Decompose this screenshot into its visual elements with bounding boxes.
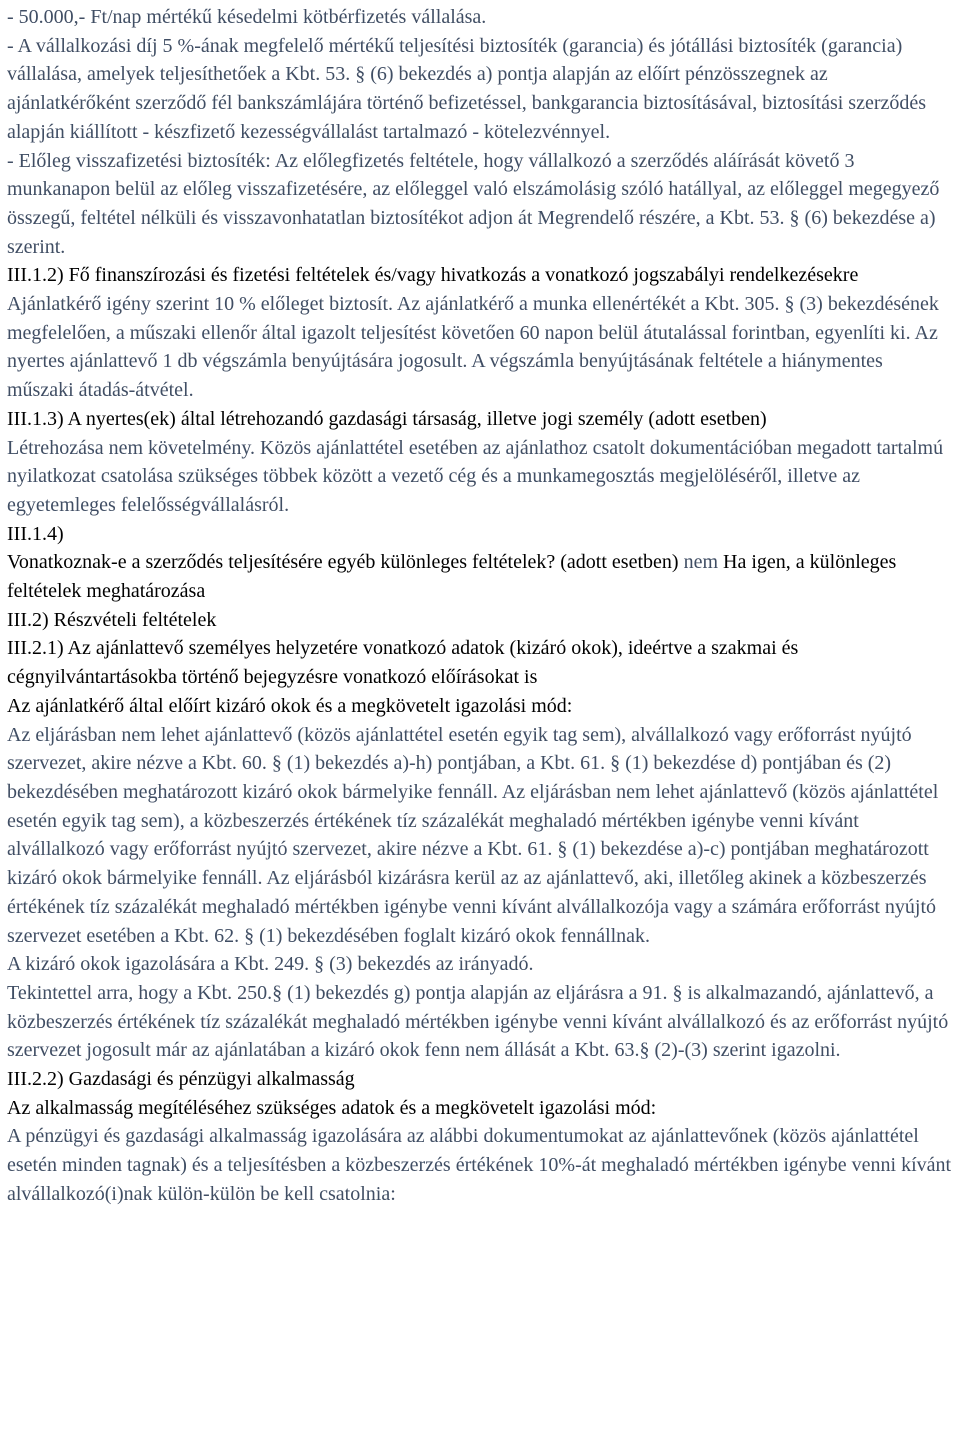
advance-guarantee-paragraph: - Előleg visszafizetési biztosíték: Az előlegfizetés feltétele, hogy vállalkozó a szerződés aláírását követő 3 munkanapon belül az előleg visszafizetésére, az előleggel való elszámolásig szóló hatállyal, az előleggel megegyező összegű, feltétel nélküli és visszavonhatatlan biztosítékot adjon át Megrendelő részére, a Kbt. 53. § (6) bekezdése a) szerint. [7,149,940,258]
financial-suitability-paragraph: A pénzügyi és gazdasági alkalmasság igazolására az alábbi dokumentumokat az ajánlattevőnek (közös ajánlattétel esetén minden tagnak) és a teljesítésben a közbeszerzés értékének 10%-át meghaladó mértékben igénybe venni kívánt alvállalkozó(i)nak külön-külön be kell csatolnia: [7,1125,952,1205]
special-conditions-answer: nem [683,551,718,574]
section-heading-iii-2-1: III.2.1) Az ajánlattevő személyes helyzetére vonatkozó adatok (kizáró okok), ideértve a szakmai és cégnyilvántartásokba történő bejegyzésre vonatkozó előírásokat is [7,637,799,689]
penalty-line: - 50.000,- Ft/nap mértékű késedelmi kötbérfizetés vállalása. [7,6,487,28]
exclusion-grounds-label: Az ajánlatkérő által előírt kizáró okok és a megkövetelt igazolási mód: [7,694,573,717]
suitability-label: Az alkalmasság megítéléséhez szükséges adatok és a megkövetelt igazolási mód: [7,1096,657,1119]
exclusion-grounds-paragraph: Az eljárásban nem lehet ajánlattevő (közös ajánlattétel esetén egyik tag sem), alvállalkozó vagy erőforrást nyújtó szervezet, akire nézve a Kbt. 60. § (1) bekezdés a)-h) pontjában, a Kbt. 61. § (1) bekezdése d) pontjában és (2) bekezdésében meghatározott kizáró okok bármelyike fennáll. Az eljárásban nem lehet ajánlattevő (közös ajánlattétel esetén egyik tag sem), a közbeszerzés értékének tíz százalékát meghaladó mértékben igénybe venni kívánt alvállalkozó vagy erőforrást nyújtó szervezet, akire nézve a Kbt. 61. § (1) bekezdése a)-c) pontjában meghatározott kizáró okok bármelyike fennáll. Az eljárásból kizárásra kerül az az ajánlattevő, aki, illetőleg akinek a közbeszerzés értékének tíz százalékát meghaladó mértékben igénybe venni kívánt alvállalkozója vagy a számára erőforrást nyújtó szervezet esetében a Kbt. 62. § (1) bekezdésében foglalt kizáró okok fennállnak. [7,723,939,947]
exclusion-proof-line: A kizáró okok igazolására a Kbt. 249. § (3) bekezdés az irányadó. [7,953,534,976]
document-page [7,3,952,1209]
section-heading-iii-1-3: III.1.3) A nyertes(ek) által létrehozandó gazdasági társaság, illetve jogi személy (adott esetben) [7,407,767,430]
section-heading-iii-1-4: III.1.4) [7,522,64,545]
special-conditions-question [7,548,952,605]
section-heading-iii-2-2: III.2.2) Gazdasági és pénzügyi alkalmasság [7,1068,355,1091]
section-heading-iii-2: III.2) Részvételi feltételek [7,608,217,631]
exclusion-proof-paragraph: Tekintettel arra, hogy a Kbt. 250.§ (1) bekezdés g) pontja alapján az eljárásra a 91. § is alkalmazandó, ajánlattevő, a közbeszerzés értékének tíz százalékát meghaladó mértékben igénybe venni kívánt alvállalkozó és az erőforrást nyújtó szervezet jogosult már az ajánlatában a kizáró okok fenn nem állását a Kbt. 63.§ (2)-(3) szerint igazolni. [7,981,949,1062]
performance-guarantee-paragraph: - A vállalkozási díj 5 %-ának megfelelő mértékű teljesítési biztosíték (garancia) és jótállási biztosíték (garancia) vállalása, amelyek teljesíthetőek a Kbt. 53. § (6) bekezdés a) pontja alapján az előírt pénzösszegnek az ajánlatkérőként szerződő fél bankszámlájára történő befizetéssel, bankgarancia biztosításával, biztosítási szerződés alapján kiállított - készfizető kezességvállalást tartalmazó - kötelezvénnyel. [7,34,927,143]
special-conditions-suffix: Ha igen, a különleges feltételek meghatározása [7,551,897,603]
payment-terms-paragraph: Ajánlatkérő igény szerint 10 % előleget biztosít. Az ajánlatkérő a munka ellenértékét a Kbt. 305. § (3) bekezdésének megfelelően, a műszaki ellenőr által igazolt teljesítést követően 60 napon belül átutalással forintban, egyenlíti ki. Az nyertes ajánlattevő 1 db végszámla benyújtására jogosult. A végszámla benyújtásának feltétele a hiánymentes műszaki átadás-átvétel. [7,293,939,402]
joint-venture-paragraph: Létrehozása nem követelmény. Közös ajánlattétel esetében az ajánlathoz csatolt dokumentációban megadott tartalmú nyilatkozat csatolása szükséges többek között a vezető cég és a munkamegosztás megjelöléséről, illetve az egyetemleges felelősségvállalásról. [7,436,944,516]
special-conditions-question-text: Vonatkoznak-e a szerződés teljesítésére egyéb különleges feltételek? (adott esetben) [7,551,684,574]
section-heading-iii-1-2: III.1.2) Fő finanszírozási és fizetési feltételek és/vagy hivatkozás a vonatkozó jogszabályi rendelkezésekre [7,264,859,287]
